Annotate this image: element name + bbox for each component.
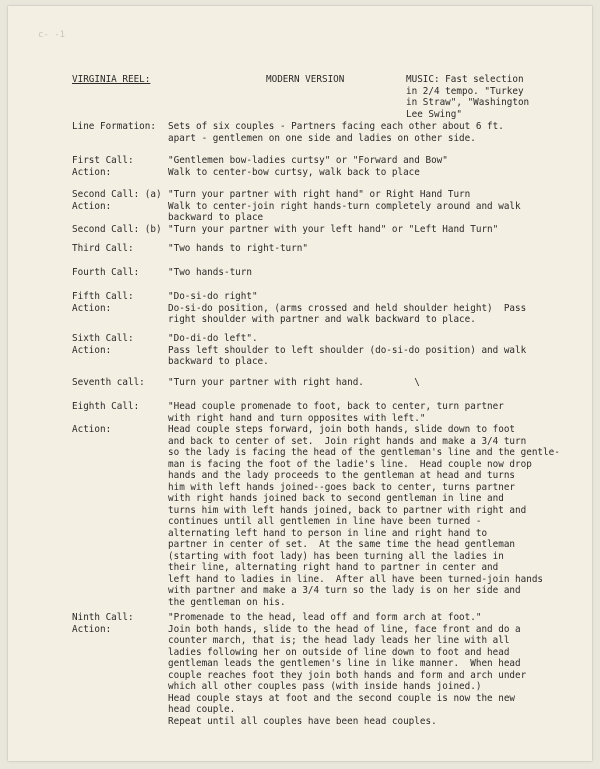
call-text: ladies following her on outside of line down to foot and head — [168, 646, 510, 658]
call-text: so the lady is facing the head of the gentleman's line and the gentle- — [168, 447, 560, 458]
call-text: Join both hands, slide to the head of line, face front and do a — [168, 623, 521, 635]
call-text: Repeat until all couples have been head couples. — [168, 715, 437, 727]
music-line: Lee Swing" — [406, 108, 462, 120]
call-text: the gentleman on his. — [168, 596, 286, 608]
call-label: Line Formation: — [72, 121, 156, 132]
call-text: partner in center of set. At the same time the head gentleman — [168, 539, 516, 550]
call-text: Walk to center-bow curtsy, walk back to place — [168, 166, 420, 178]
version-label: MODERN VERSION — [266, 74, 345, 85]
call-text: and back to center of set. Join right hands and make a 3/4 turn — [168, 435, 527, 447]
call-text: man is facing the foot of the ladie's line. Head couple now drop — [168, 458, 532, 470]
call-text: "Promenade to the head, lead off and form arch at foot." — [168, 612, 482, 623]
call-text: Pass left shoulder to left shoulder (do-si-do position) and walk — [168, 344, 527, 356]
call-label: Eighth Call: — [72, 401, 140, 412]
call-label: Second Call: (b) — [72, 223, 162, 235]
call-label: Third Call: — [72, 243, 134, 254]
call-label: Ninth Call: — [72, 612, 134, 623]
call-text: left hand to ladies in line. After all have been turned-join hands — [168, 573, 544, 585]
call-text: "Turn your partner with right hand. \ — [168, 377, 420, 388]
call-label: Action: — [72, 424, 112, 435]
music-line: in 2/4 tempo. "Turkey — [406, 85, 524, 97]
call-text: Sets of six couples - Partners facing each other about 6 ft. — [168, 121, 504, 132]
call-text: (starting with foot lady) has been turning all the ladies in — [168, 550, 504, 562]
call-text: "Do-si-do right" — [168, 291, 258, 302]
call-text: "Turn your partner with your left hand" or "Left Hand Turn" — [168, 223, 499, 235]
call-text: "Two hands to right-turn" — [168, 243, 308, 254]
call-text: with right hands joined back to second gentleman in line and — [168, 493, 504, 504]
call-text: "Head couple promenade to foot, back to center, turn partner — [168, 401, 504, 412]
call-text: right shoulder with partner and walk backward to place. — [168, 314, 476, 325]
call-text: apart - gentlemen on one side and ladies on other side. — [168, 132, 476, 144]
call-text: counter march, that is; the head lady leads her line with all — [168, 635, 510, 646]
corner-pencil-mark: c- -1 — [38, 30, 66, 40]
call-text: Head couple stays at foot and the second couple is now the new — [168, 692, 516, 704]
call-text: Do-si-do position, (arms crossed and held shoulder height) Pass — [168, 302, 527, 314]
music-line: in Straw", "Washington — [406, 97, 530, 108]
call-label: Action: — [72, 166, 112, 178]
call-text: with right hand and turn opposites with left." — [168, 412, 426, 424]
call-label: Action: — [72, 344, 112, 356]
document-page — [8, 6, 592, 761]
call-text: couple reaches foot they join both hands and form and arch under — [168, 669, 527, 681]
call-label: Action: — [72, 623, 112, 635]
call-text: him with left hands joined--goes back to center, turns partner — [168, 481, 516, 493]
call-text: with partner and make a 3/4 turn so the lady is on her side and — [168, 585, 521, 596]
call-label: First Call: — [72, 155, 134, 166]
call-text: turns him with left hands joined, back to partner with right and — [168, 504, 527, 516]
call-label: Fourth Call: — [72, 267, 140, 278]
call-text: which all other couples pass (with inside hands joined.) — [168, 681, 482, 692]
call-text: "Two hands-turn — [168, 267, 252, 278]
call-text: backward to place. — [168, 356, 269, 367]
call-text: backward to place — [168, 212, 264, 223]
call-text: alternating left hand to person in line and right hand to — [168, 527, 488, 539]
music-line: MUSIC: Fast selection — [406, 74, 524, 85]
call-text: continues until all gentlemen in line have been turned - — [168, 516, 482, 527]
call-label: Action: — [72, 200, 112, 212]
call-label: Seventh call: — [72, 377, 145, 388]
call-label: Action: — [72, 302, 112, 314]
call-label: Second Call: (a) — [72, 189, 162, 200]
call-text: Head couple steps forward, join both hands, slide down to foot — [168, 424, 516, 435]
call-text: "Do-di-do left". — [168, 333, 258, 344]
call-text: their line, alternating right hand to partner in center and — [168, 562, 499, 573]
call-text: "Gentlemen bow-ladies curtsy" or "Forward and Bow" — [168, 155, 448, 166]
call-label: Sixth Call: — [72, 333, 134, 344]
call-text: head couple. — [168, 704, 236, 715]
call-text: hands and the lady proceeds to the gentleman at head and turns — [168, 470, 516, 481]
call-label: Fifth Call: — [72, 291, 134, 302]
document-title: VIRGINIA REEL: — [72, 74, 151, 85]
call-text: "Turn your partner with right hand" or Right Hand Turn — [168, 189, 471, 200]
call-text: Walk to center-join right hands-turn completely around and walk — [168, 200, 521, 212]
call-text: gentleman leads the gentlemen's line in like manner. When head — [168, 658, 521, 669]
